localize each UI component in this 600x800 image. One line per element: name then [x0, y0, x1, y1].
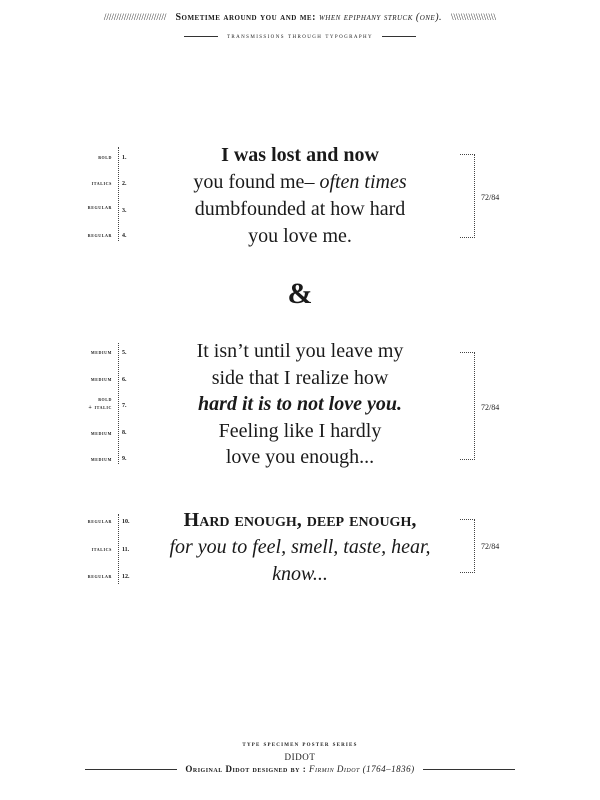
footer-typeface: DIDOT [284, 752, 316, 762]
stanza1-line-number: 4. [122, 233, 127, 239]
stanza1-line2 [150, 169, 450, 196]
stanza1-line2-a: you found me– [193, 171, 315, 193]
stanza2-label: medium [90, 350, 112, 356]
stanza1-line2-b: often times [319, 171, 407, 193]
stanza3-label: regular [87, 574, 112, 580]
footer-credit-a: Original Didot designed by : [185, 764, 307, 774]
stanza3-line10: Hard enough, deep enough, [183, 509, 417, 531]
stanza2-line6: side that I realize how [211, 367, 389, 389]
footer-series: type specimen poster series [242, 740, 358, 748]
stanza2-label: + italic [88, 405, 112, 411]
stanza1-label: bold [98, 155, 112, 161]
header-subtitle: transmissions through typography [226, 32, 374, 40]
stanza3-right-bracket [460, 519, 475, 573]
stanza1-label: regular [87, 205, 112, 211]
stanza1-line-number: 2. [122, 181, 127, 187]
stanza2-line5: It isn’t until you leave my [196, 340, 404, 362]
stanza2-line9: love you enough... [225, 446, 375, 468]
stanza1-leading: 72/84 [481, 193, 500, 202]
stanza3-label: italics [91, 547, 112, 553]
stanza1-left-guide [118, 147, 119, 241]
stanza3-line-number: 10. [122, 519, 130, 525]
stanza3-label: regular [87, 519, 112, 525]
stanza3-line12: know... [272, 563, 328, 585]
stanza1-line-number: 1. [122, 155, 127, 161]
stanza3-line-number: 12. [122, 574, 130, 580]
stanza2-line8: Feeling like I hardly [218, 420, 382, 442]
stanza1-line4: you love me. [248, 225, 352, 247]
header-title-part2: when epiphany struck (one). [318, 12, 443, 23]
header-left-slashes: ///////////////////////// [103, 12, 167, 22]
divider-line [423, 769, 515, 770]
stanza3-left-guide [118, 514, 119, 584]
stanza2-line-number: 8. [122, 430, 127, 436]
stanza2-label: medium [90, 457, 112, 463]
stanza1-line1: I was lost and now [221, 144, 379, 166]
stanza1-label: regular [87, 233, 112, 239]
divider-line [382, 36, 416, 37]
ampersand: & [287, 277, 313, 310]
stanza2-label: bold [98, 397, 112, 403]
stanza3-line11: for you to feel, smell, taste, hear, [169, 536, 431, 558]
stanza3-line-number: 11. [122, 547, 130, 553]
header-right-slashes: \\\\\\\\\\\\\\\\\\ [451, 12, 497, 22]
footer-credit-row [0, 764, 600, 774]
stanza2-line-number: 7. [122, 403, 127, 409]
stanza1-label: italics [91, 181, 112, 187]
stanza2-label: medium [90, 431, 112, 437]
stanza3-leading: 72/84 [481, 542, 500, 551]
stanza1-right-bracket [460, 154, 475, 238]
poster-header [0, 12, 600, 23]
stanza1-line3: dumbfounded at how hard [194, 198, 406, 220]
stanza2-line-number: 5. [122, 350, 127, 356]
stanza2-label: medium [90, 377, 112, 383]
stanza2-leading: 72/84 [481, 403, 500, 412]
stanza2-left-guide [118, 343, 119, 464]
stanza2-line7: hard it is to not love you. [198, 393, 402, 415]
footer-credit-b: Firmin Didot (1764–1836) [308, 764, 415, 774]
stanza2-line-number: 9. [122, 456, 127, 462]
stanza2-line-number: 6. [122, 377, 127, 383]
stanza1-line-number: 3. [122, 208, 127, 214]
header-subtitle-row [0, 32, 600, 40]
stanza2-right-bracket [460, 352, 475, 460]
divider-line [184, 36, 218, 37]
divider-line [85, 769, 177, 770]
header-title-part1: Sometime around you and me: [175, 12, 316, 23]
